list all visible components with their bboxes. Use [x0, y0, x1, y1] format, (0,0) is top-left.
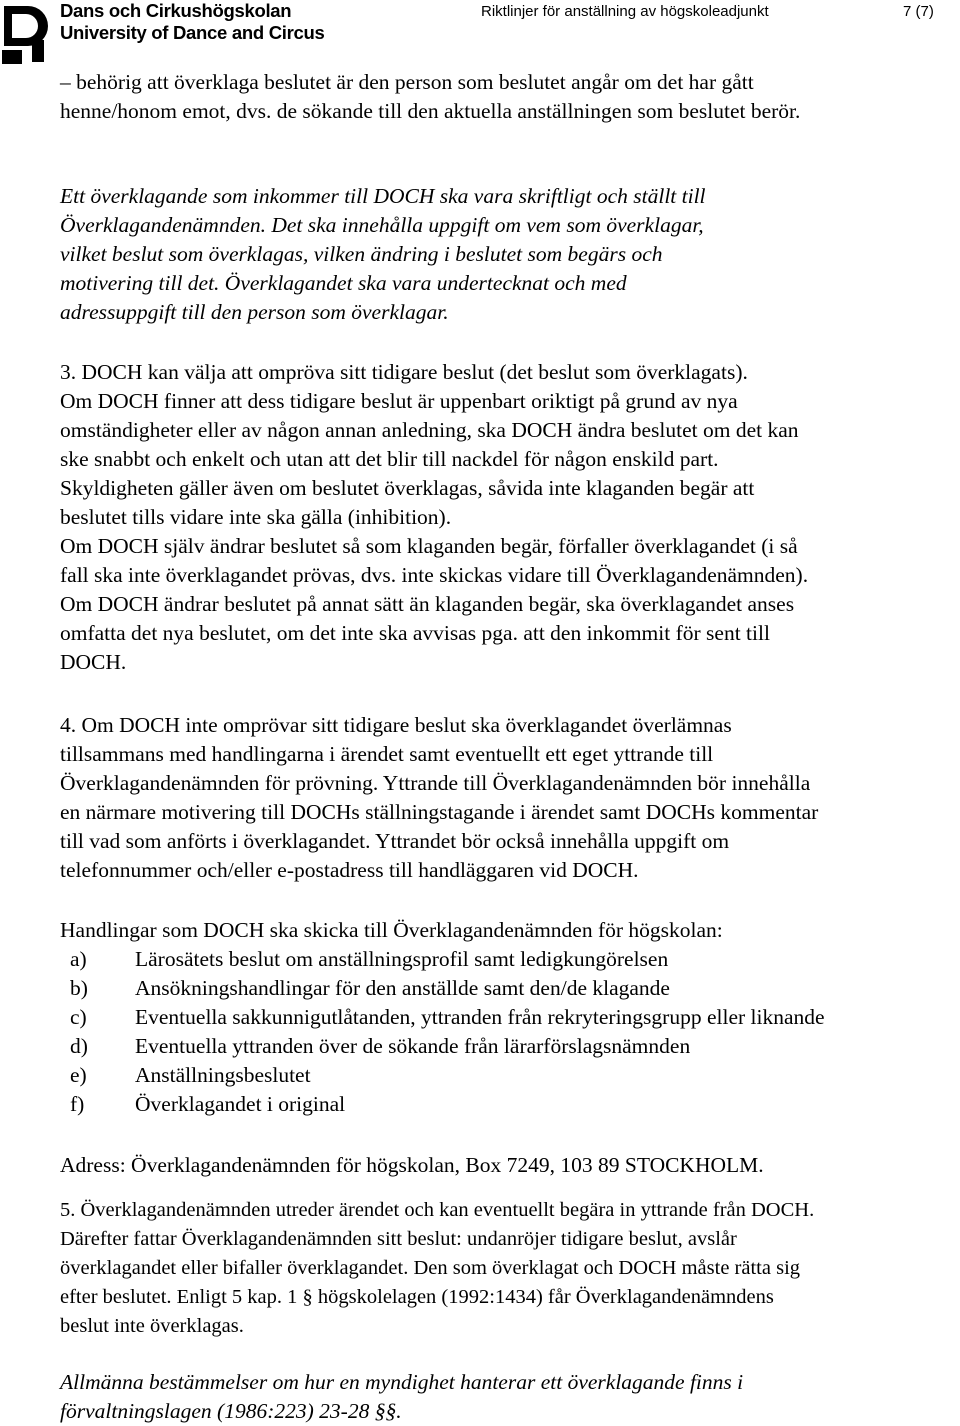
text-line: Därefter fattar Överklagandenämnden sitt beslut: undanröjer tidigare beslut, avslår: [60, 1228, 737, 1250]
page-number: 7 (7): [903, 3, 934, 20]
text-line: telefonnummer och/eller e-postadress till handläggaren vid DOCH.: [60, 858, 639, 882]
text-line: 5. Överklagandenämnden utreder ärendet och kan eventuellt begära in yttrande från DOCH.: [60, 1199, 815, 1221]
text-line: överklagandet eller bifaller överklagandet. Den som överklagat och DOCH måste rätta sig: [60, 1257, 801, 1279]
list-item: [60, 974, 960, 1003]
list-item-marker: d): [70, 1034, 88, 1058]
text-line: omfatta det nya beslutet, om det inte ska avvisas pga. att den inkommit för sent till: [60, 621, 770, 645]
list-item-text: Överklagandet i original: [135, 1092, 346, 1116]
list-item-marker: c): [70, 1005, 87, 1029]
appeal-requirements-paragraph: [60, 182, 960, 327]
list-item: [60, 1003, 960, 1032]
text-line: fall ska inte överklagandet prövas, dvs. inte skickas vidare till Överklagandenämnden).: [60, 563, 809, 587]
text-line: Allmänna bestämmelser om hur en myndighet hanterar ett överklagande finns i: [60, 1370, 744, 1394]
text-line: Överklagandenämnden. Det ska innehålla uppgift om vem som överklagar,: [60, 213, 704, 237]
text-line: en närmare motivering till DOCHs ställningstagande i ärendet samt DOCHs kommentar: [60, 800, 819, 824]
documents-section: [60, 916, 960, 1119]
org-name-english: University of Dance and Circus: [60, 22, 325, 43]
list-item-text: Eventuella sakkunnigutlåtanden, yttranden från rekryteringsgrupp eller liknande: [135, 1005, 825, 1029]
text-line: 4. Om DOCH inte omprövar sitt tidigare beslut ska överklagandet överlämnas: [60, 713, 732, 737]
text-line: omständigheter eller av någon annan anledning, ska DOCH ändra beslutet om det kan: [60, 418, 799, 442]
text-line: tillsammans med handlingarna i ärendet samt eventuellt ett eget yttrande till: [60, 742, 714, 766]
general-provisions-note: [60, 1368, 960, 1426]
list-item-marker: b): [70, 976, 88, 1000]
list-item-text: Eventuella yttranden över de sökande från lärarförslagsnämnden: [135, 1034, 691, 1058]
list-item-text: Ansökningshandlingar för den anställde samt den/de klagande: [135, 976, 670, 1000]
text-line: vilket beslut som överklagas, vilken ändring i beslutet som begärs och: [60, 242, 663, 266]
address-paragraph: [60, 1151, 960, 1180]
text-line: förvaltningslagen (1986:223) 23-28 §§.: [60, 1399, 402, 1423]
text-line: Överklagandenämnden för prövning. Yttrande till Överklagandenämnden bör innehålla: [60, 771, 811, 795]
text-line: Om DOCH själv ändrar beslutet så som klaganden begär, förfaller överklagandet (i så: [60, 534, 798, 558]
text-line: beslutet tills vidare inte ska gälla (inhibition).: [60, 505, 452, 529]
text-line: Ett överklagande som inkommer till DOCH ska vara skriftligt och ställt till: [60, 184, 706, 208]
text-line: – behörig att överklaga beslutet är den person som beslutet angår om det har gått: [60, 70, 754, 94]
organization-name: [60, 0, 324, 44]
text-line: Skyldigheten gäller även om beslutet överklagas, såvida inte klaganden begär att: [60, 476, 755, 500]
list-item: [60, 1090, 960, 1119]
list-item: [60, 1032, 960, 1061]
list-item-text: Lärosätets beslut om anställningsprofil samt ledigkungörelsen: [135, 947, 669, 971]
section-5-paragraph: [60, 1196, 960, 1341]
list-item-marker: a): [70, 947, 87, 971]
list-item: [60, 1061, 960, 1090]
intro-paragraph: [60, 68, 960, 126]
text-line: DOCH.: [60, 650, 127, 674]
list-item-text: Anställningsbeslutet: [135, 1063, 311, 1087]
text-line: Om DOCH finner att dess tidigare beslut är uppenbart oriktigt på grund av nya: [60, 389, 738, 413]
documents-heading: Handlingar som DOCH ska skicka till Överklagandenämnden för högskolan:: [60, 918, 723, 942]
text-line: efter beslutet. Enligt 5 kap. 1 § högskolelagen (1992:1434) får Överklagandenämndens: [60, 1286, 774, 1308]
text-line: motivering till det. Överklagandet ska vara undertecknat och med: [60, 271, 627, 295]
text-line: ske snabbt och enkelt och utan att det blir till nackdel för någon enskild part.: [60, 447, 719, 471]
doch-logo-icon: [2, 2, 48, 64]
text-line: beslut inte överklagas.: [60, 1315, 244, 1337]
list-item-marker: e): [70, 1063, 87, 1087]
text-line: henne/honom emot, dvs. de sökande till den aktuella anställningen som beslutet berör.: [60, 99, 801, 123]
text-line: 3. DOCH kan välja att ompröva sitt tidigare beslut (det beslut som överklagats).: [60, 360, 748, 384]
text-line: till vad som anförts i överklagandet. Yttrandet bör också innehålla uppgift om: [60, 829, 730, 853]
document-title: Riktlinjer för anställning av högskoleadjunkt: [481, 3, 769, 20]
section-3-paragraph: [60, 358, 960, 677]
address-line: Adress: Överklagandenämnden för högskolan, Box 7249, 103 89 STOCKHOLM.: [60, 1153, 764, 1177]
org-name-swedish: Dans och Cirkushögskolan: [60, 0, 292, 21]
list-item-marker: f): [70, 1092, 85, 1116]
section-4-paragraph: [60, 711, 960, 885]
text-line: adressuppgift till den person som överklagar.: [60, 300, 449, 324]
list-item: [60, 945, 960, 974]
text-line: Om DOCH ändrar beslutet på annat sätt än klaganden begär, ska överklagandet anses: [60, 592, 795, 616]
